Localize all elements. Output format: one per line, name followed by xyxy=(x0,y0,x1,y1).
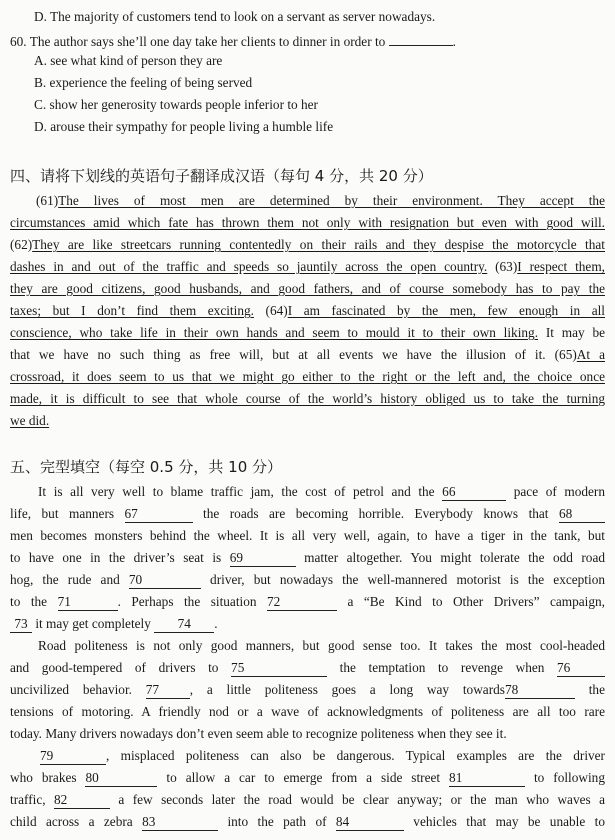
passage-text: (61) xyxy=(36,193,59,208)
passage-text: . Perhaps the situation xyxy=(117,594,267,609)
underlined-sentence-text: they are good citizens, good husbands, and good fathers, and of course somebody has to pay the xyxy=(10,281,605,296)
passage-text: to the xyxy=(10,594,58,609)
q60-option-c: C. show her generosity towards people inferior to her xyxy=(34,97,318,112)
blank-75: 75 xyxy=(231,659,327,677)
translation-line-6 xyxy=(10,300,605,322)
blank-81: 81 xyxy=(449,769,525,787)
passage-text: uncivilized behavior. xyxy=(10,682,146,697)
translation-line-2 xyxy=(10,212,605,234)
passage-text: driver, but nowadays the well-mannered motorist is the exception xyxy=(200,572,605,587)
passage-text: the temptation to revenge when xyxy=(327,660,557,675)
passage-text: the xyxy=(574,682,605,697)
passage-text: that we have no such thing as free will, but at all events we have the illusion of it. (65) xyxy=(10,347,577,362)
underlined-sentence-text: we did. xyxy=(10,413,50,428)
passage-text: and good-tempered of drivers to xyxy=(10,660,232,675)
cloze-line-14 xyxy=(10,767,605,789)
section-4-title: 四、请将下划线的英语句子翻译成汉语（每句 4 分，共 20 分） xyxy=(10,167,433,185)
passage-text: pace of modern xyxy=(506,484,605,499)
translation-line-8 xyxy=(10,344,605,366)
blank-66: 66 xyxy=(442,483,506,501)
blank-79: 79 xyxy=(40,747,106,765)
cloze-line-6 xyxy=(10,591,605,613)
translation-line-9 xyxy=(10,366,605,388)
blank-77: 77 xyxy=(146,681,190,699)
passage-text: (62) xyxy=(10,237,33,252)
underlined-sentence-text: circumstances amid which fate has thrown them not only with resignation but even with good will. xyxy=(10,215,605,230)
underlined-sentence-text: I am fascinated by the men, few enough in all xyxy=(287,303,605,318)
passage-text: a “Be Kind to Other Drivers” campaign, xyxy=(337,594,605,609)
cloze-line-13 xyxy=(10,745,605,767)
passage-text: (64) xyxy=(253,303,288,318)
q60-stem xyxy=(10,28,605,50)
translation-line-5 xyxy=(10,278,605,300)
cloze-line-11 xyxy=(10,701,605,723)
passage-text: tensions of motoring. A friendly nod or a wave of acknowledgments of politeness are all too rare xyxy=(10,704,605,719)
passage-text: life, but manners xyxy=(10,506,125,521)
passage-text: It may be xyxy=(538,325,605,340)
passage-text: men becomes monsters behind the wheel. It is all very well, again, to have a tiger in the tank, but xyxy=(10,528,605,543)
passage-text: it may get completely xyxy=(32,616,155,631)
underlined-sentence-text: made, it is difficult to see that whole course of the world’s history obliged us to take the turning xyxy=(10,391,605,406)
section-5-title: 五、完型填空（每空 0.5 分，共 10 分） xyxy=(10,458,283,476)
q60-option-b: B. experience the feeling of being served xyxy=(34,75,253,90)
cloze-line-12 xyxy=(10,723,605,745)
blank-72: 72 xyxy=(267,593,337,611)
underlined-sentence-text: I respect them, xyxy=(517,259,605,274)
underlined-sentence-text: crossroad, it does seem to us that we might go either to the right or the left and, the choice once xyxy=(10,369,605,384)
blank-73: 73 xyxy=(10,615,32,633)
section-5-passage xyxy=(10,481,605,833)
cloze-line-4 xyxy=(10,547,605,569)
underlined-sentence-text: At a xyxy=(576,347,605,362)
passage-text: vehicles that may be unable to xyxy=(403,814,605,829)
blank-83: 83 xyxy=(142,813,218,831)
passage-text: It is all very well to blame traffic jam, the cost of petrol and the xyxy=(38,484,443,499)
passage-text: Road politeness is not only good manners, but good sense too. It takes the most cool-headed xyxy=(38,638,605,653)
passage-text: today. Many drivers nowadays don’t even seem able to recognize politeness when they see it. xyxy=(10,726,507,741)
translation-line-1 xyxy=(10,190,605,212)
passage-text: child across a zebra xyxy=(10,814,143,829)
cloze-line-9 xyxy=(10,657,605,679)
cloze-line-8 xyxy=(10,635,605,657)
cloze-line-16 xyxy=(10,811,605,833)
blank-82: 82 xyxy=(54,791,110,809)
translation-line-11 xyxy=(10,410,605,432)
cloze-line-2 xyxy=(10,503,605,525)
underlined-sentence-text: conscience, who take life in their own hands and seem to mould it to their own liking. xyxy=(10,325,539,340)
passage-text: , a little politeness goes a long way towards xyxy=(189,682,505,697)
cloze-line-7 xyxy=(10,613,605,635)
cloze-line-5 xyxy=(10,569,605,591)
passage-text: . xyxy=(214,616,218,631)
q60-answer-blank xyxy=(389,28,453,46)
q60-option-a: A. see what kind of person they are xyxy=(34,53,223,68)
blank-80: 80 xyxy=(85,769,157,787)
underlined-sentence-text: The lives of most men are determined by their environment. They accept the xyxy=(58,193,605,208)
passage-text: to allow a car to emerge from a side street xyxy=(157,770,450,785)
passage-text: the roads are becoming horrible. Everybody knows that xyxy=(192,506,559,521)
blank-84: 84 xyxy=(336,813,404,831)
q59-option-d: D. The majority of customers tend to look on a servant as server nowadays. xyxy=(34,9,436,24)
cloze-line-1 xyxy=(10,481,605,503)
blank-68: 68 xyxy=(559,505,605,523)
blank-71: 71 xyxy=(58,593,118,611)
passage-text: into the path of xyxy=(218,814,336,829)
blank-67: 67 xyxy=(125,505,193,523)
cloze-line-3 xyxy=(10,525,605,547)
translation-line-10 xyxy=(10,388,605,410)
translation-line-3 xyxy=(10,234,605,256)
cloze-line-15 xyxy=(10,789,605,811)
underlined-sentence-text: taxes; but I don’t find them exciting. xyxy=(10,303,254,318)
passage-text: traffic, xyxy=(10,792,54,807)
passage-text: who brakes xyxy=(10,770,86,785)
passage-text: a few seconds later the road would be clear anyway; or the man who waves a xyxy=(109,792,605,807)
passage-text: , misplaced politeness can also be dangerous. Typical examples are the driver xyxy=(106,748,605,763)
passage-text: to following xyxy=(525,770,605,785)
blank-76: 76 xyxy=(557,659,605,677)
q60-option-d: D. arouse their sympathy for people living a humble life xyxy=(34,119,334,134)
q60-stem-end: . xyxy=(452,34,456,49)
cloze-line-10 xyxy=(10,679,605,701)
passage-text: matter altogether. You might tolerate the odd road xyxy=(295,550,605,565)
blank-78: 78 xyxy=(505,681,575,699)
blank-69: 69 xyxy=(230,549,296,567)
underlined-sentence-text: They are like streetcars running contentedly on their rails and they despise the motorcycle that xyxy=(32,237,605,252)
underlined-sentence-text: dashes in and out of the traffic and speeds so jauntily across the open country. xyxy=(10,259,488,274)
section-4-passage xyxy=(10,190,605,432)
passage-text: to have one in the driver’s seat is xyxy=(10,550,230,565)
translation-line-7 xyxy=(10,322,605,344)
q60-stem-text: 60. The author says she’ll one day take her clients to dinner in order to xyxy=(10,34,389,49)
passage-text: hog, the rude and xyxy=(10,572,129,587)
translation-line-4 xyxy=(10,256,605,278)
blank-74: 74 xyxy=(154,615,214,633)
passage-text: (63) xyxy=(487,259,518,274)
blank-70: 70 xyxy=(129,571,201,589)
